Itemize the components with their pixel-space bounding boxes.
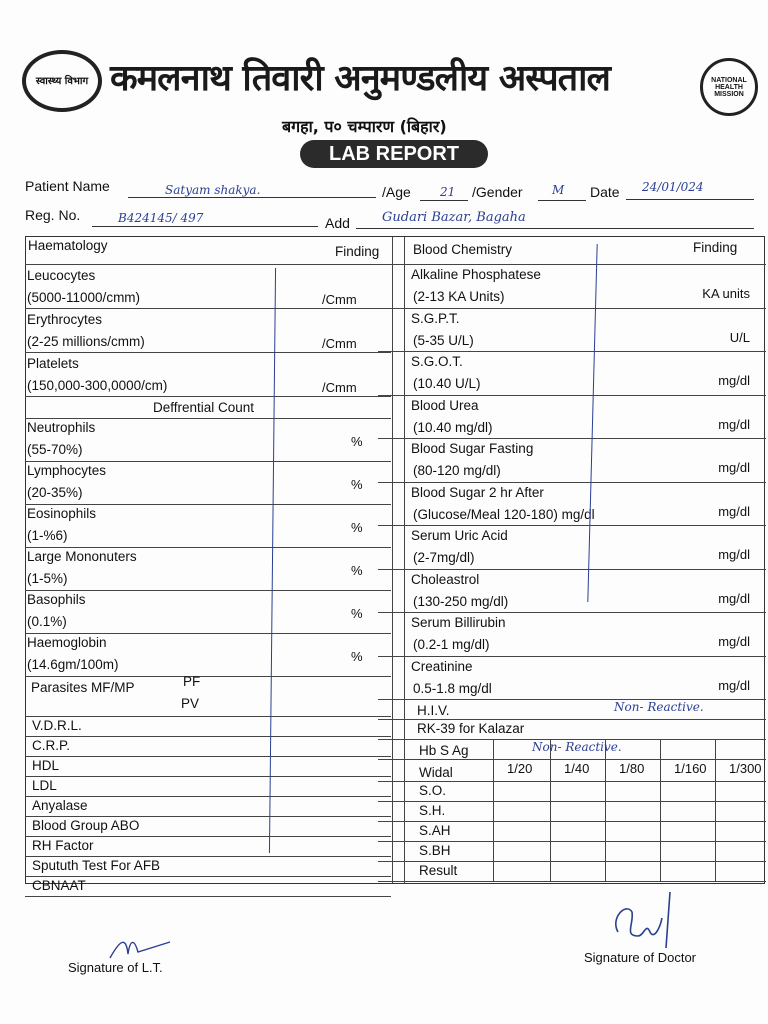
chem-test-range: (0.2-1 mg/dl) [413,637,490,652]
test-range: (150,000-300,0000/cm) [27,378,168,393]
chem-test-range: (130-250 mg/dl) [413,593,509,609]
widal-row-label: Result [419,863,458,878]
hospital-name: कमलनाथ तिवारी अनुमण्डलीय अस्पताल [110,58,610,99]
other-test-name: Blood Group ABO [32,818,140,833]
report-title: LAB REPORT [300,140,488,168]
widal-dilution: 1/300 [729,761,762,776]
lt-signature-mark [90,930,190,970]
row-divider [25,418,391,419]
row-divider [25,856,391,857]
chem-test-unit: mg/dl [718,677,750,693]
chem-test-range: (5-35 U/L) [413,332,474,348]
chem-test-name: Blood Urea [411,397,479,413]
row-divider [378,801,766,802]
widal-column-divider [550,739,551,881]
health-dept-logo [22,50,102,112]
row-divider [378,781,766,782]
row-divider [25,633,391,634]
age-value: 21 [440,185,456,199]
other-test-name: Spututh Test For AFB [32,858,161,873]
diff-test-unit: % [351,606,363,621]
haematology-header: Haematology [28,238,108,253]
chem-test-range: 0.5-1.8 mg/dl [413,680,492,696]
row-divider [25,504,391,505]
test-range: (5000-11000/cmm) [27,290,141,305]
widal-column-divider [605,739,606,881]
chem-test-name: S.G.P.T. [411,310,460,326]
date-label: Date [590,184,620,200]
chemistry-header: Blood Chemistry [413,242,513,257]
hospital-address: बगहा, प० चम्पारण (बिहार) [282,117,447,136]
patient-name-value: Satyam shakya. [165,183,261,197]
chem-test-name: Serum Billirubin [411,615,506,630]
row-divider [378,438,766,439]
diff-test-range: (20-35%) [27,485,83,500]
chem-test-name: Choleastrol [411,571,480,587]
age-line [420,200,468,201]
patient-name-label: Patient Name [25,178,110,194]
row-divider [378,699,766,700]
row-divider [25,396,391,397]
haematology-section [25,236,393,893]
chem-test-name: Blood Sugar Fasting [411,441,534,456]
chem-test-unit: mg/dl [718,373,750,388]
chem-test-unit: mg/dl [718,634,750,649]
row-divider [25,896,391,897]
row-divider [25,876,391,877]
address-line [356,228,754,229]
chem-test-unit: mg/dl [718,547,750,562]
diff-test-name: Eosinophils [27,506,97,521]
chem-test-range: (10.40 mg/dl) [413,419,493,435]
test-range: (2-25 millions/cmm) [27,334,145,349]
lt-signature-label: Signature of L.T. [68,960,163,975]
row-divider [378,612,766,613]
widal-dilution: 1/40 [564,761,590,776]
doctor-signature-mark [600,888,690,958]
age-label: /Age [382,184,411,200]
row-divider [25,816,391,817]
row-divider [25,796,391,797]
row-divider [25,756,391,757]
blood-chemistry-section [405,236,765,884]
chem-test-name: Creatinine [411,658,473,674]
row-divider [378,759,766,760]
row-divider [25,716,391,717]
diff-test-name: Haemoglobin [27,635,107,650]
diff-test-unit: % [351,563,363,578]
differential-count-header: Deffrential Count [153,400,255,415]
row-divider [25,352,391,353]
test-name: Platelets [27,356,79,371]
row-divider [25,461,391,462]
chem-test-range: (Glucose/Meal 120-180) mg/dl [413,506,595,522]
nhm-logo [700,58,758,116]
row-divider [25,590,391,591]
date-value: 24/01/024 [642,180,704,194]
test-unit: /Cmm [322,336,357,351]
parasites-label: Parasites MF/MP [31,680,135,695]
reg-no-label: Reg. No. [25,207,81,223]
other-test-name: LDL [32,778,57,793]
nhm-logo-text: NATIONAL HEALTH MISSION [711,76,747,98]
widal-row-label: S.H. [419,803,446,818]
widal-row-label: S.BH [419,843,451,858]
diff-test-range: (1-%6) [27,528,68,543]
row-divider [378,351,766,352]
row-divider [25,676,391,677]
chem-test-unit: KA units [702,286,750,301]
chem-test-unit: mg/dl [718,460,750,475]
widal-column-divider [715,739,716,881]
row-divider [378,264,766,265]
test-unit: /Cmm [322,380,357,395]
diff-test-range: (55-70%) [27,442,83,457]
widal-column-divider [660,739,661,881]
diff-test-range: (0.1%) [27,614,67,629]
gender-label: /Gender [472,184,523,200]
date-line [626,199,754,200]
chem-test-name: S.G.O.T. [411,354,463,369]
other-test-name: RH Factor [32,838,94,853]
hbsag-result: Non- Reactive. [532,740,622,754]
diff-test-unit: % [351,434,363,449]
patient-name-line [128,197,376,198]
test-unit: /Cmm [322,292,357,307]
row-divider [378,308,766,309]
test-name: Erythrocytes [27,312,103,327]
other-test-name: Anyalase [32,798,88,813]
row-divider [25,836,391,837]
row-divider [25,776,391,777]
gender-line [538,200,586,201]
diff-test-unit: % [351,649,363,664]
row-divider [378,656,766,657]
hiv-result: Non- Reactive. [614,700,704,714]
row-divider [378,881,766,882]
gender-value: M [552,183,565,197]
row-divider [378,719,766,720]
row-divider [378,841,766,842]
row-divider [378,821,766,822]
chem-test-name: Serum Uric Acid [411,528,508,543]
diff-test-name: Lymphocytes [27,463,107,478]
hbsag-label: Hb S Ag [419,743,469,758]
chem-test-unit: U/L [729,329,750,345]
row-divider [25,547,391,548]
chem-test-name: Blood Sugar 2 hr After [411,484,544,500]
row-divider [378,525,766,526]
chem-test-name: Alkaline Phosphatese [411,267,541,282]
chem-test-range: (10.40 U/L) [413,376,481,391]
reg-no-value: B424145/ 497 [118,211,204,225]
reg-no-line [92,226,318,227]
haematology-finding-header: Finding [335,244,380,259]
diff-test-unit: % [351,477,363,492]
pf-label: PF [183,674,201,689]
row-divider [378,395,766,396]
hiv-label: H.I.V. [417,703,450,718]
chem-test-range: (2-7mg/dl) [413,550,475,565]
row-divider [25,308,391,309]
row-divider [378,482,766,483]
address-label: Add [325,215,350,231]
row-divider [378,861,766,862]
rk39-label: RK-39 for Kalazar [417,721,525,736]
other-test-name: CBNAAT [32,878,86,893]
diff-test-unit: % [351,520,363,535]
address-value: Gudari Bazar, Bagaha [382,210,526,225]
row-divider [25,264,391,265]
chem-test-unit: mg/dl [718,503,750,519]
other-test-name: C.R.P. [32,738,71,753]
pv-label: PV [181,696,200,711]
other-test-name: HDL [32,758,60,773]
widal-dilution: 1/80 [619,761,645,776]
widal-row-label: S.O. [419,783,447,798]
chem-test-range: (80-120 mg/dl) [413,463,501,478]
chem-test-range: (2-13 KA Units) [413,289,505,304]
chem-test-unit: mg/dl [718,590,750,606]
logo-text: स्वास्थ्य विभाग [35,75,89,87]
diff-test-name: Neutrophils [27,420,96,435]
widal-row-label: S.AH [419,823,451,838]
widal-label: Widal [419,765,453,780]
other-test-name: V.D.R.L. [32,718,82,733]
widal-dilution: 1/20 [507,761,533,776]
row-divider [25,736,391,737]
widal-dilution: 1/160 [674,761,707,776]
chemistry-finding-header: Finding [693,240,738,255]
widal-column-divider [493,739,494,881]
row-divider [378,569,766,570]
diff-test-range: (14.6gm/100m) [27,657,119,672]
diff-test-name: Basophils [27,592,86,607]
doctor-signature-label: Signature of Doctor [584,950,697,965]
chem-test-unit: mg/dl [718,416,750,432]
diff-test-range: (1-5%) [27,571,68,586]
diff-test-name: Large Mononuters [27,549,137,564]
test-name: Leucocytes [27,268,96,283]
